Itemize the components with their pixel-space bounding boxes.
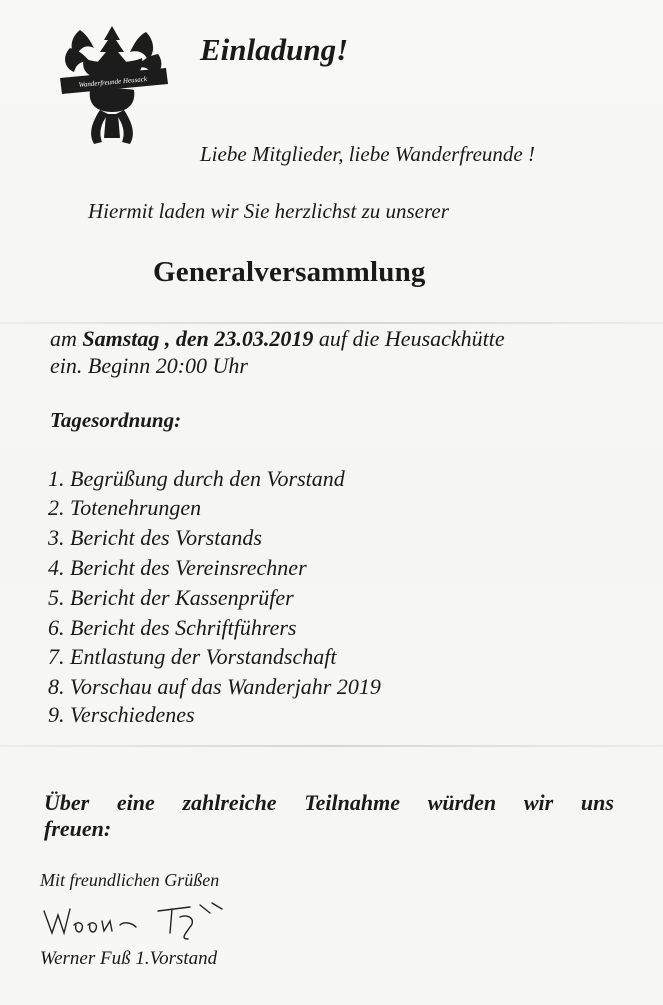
- closing-word: uns: [580, 790, 614, 815]
- agenda-item: 1. Begrüßung durch den Vorstand: [48, 466, 345, 491]
- date-separator: , den: [164, 326, 209, 351]
- closing-word: würden: [427, 790, 497, 815]
- handwritten-signature: [40, 895, 250, 943]
- page-title: Einladung!: [200, 32, 349, 67]
- agenda-item: 4. Bericht des Vereinsrechner: [48, 555, 307, 580]
- agenda-heading: Tagesordnung:: [50, 408, 182, 432]
- agenda-item: 2. Totenehrungen: [48, 495, 202, 520]
- closing-line-2: freuen:: [44, 816, 112, 841]
- agenda-item: 7. Entlastung der Vorstandschaft: [48, 644, 337, 669]
- regards-text: Mit freundlichen Grüßen: [40, 870, 220, 890]
- event-day: Samstag: [82, 326, 160, 351]
- agenda-item: 8. Vorschau auf das Wanderjahr 2019: [48, 674, 381, 699]
- date-prefix: am: [50, 326, 77, 351]
- event-date: 23.03.2019: [214, 326, 314, 351]
- closing-word: Über: [44, 790, 90, 815]
- club-emblem-logo: [50, 18, 175, 150]
- event-name: Generalversammlung: [153, 256, 426, 288]
- agenda-item: 9. Verschiedenes: [48, 702, 195, 727]
- closing-word: zahlreiche: [182, 790, 277, 815]
- closing-line-1: [44, 790, 614, 816]
- event-date-line: [50, 326, 505, 352]
- closing-word: wir: [523, 790, 554, 815]
- event-start-time: ein. Beginn 20:00 Uhr: [50, 353, 248, 378]
- agenda-item: 3. Bericht des Vorstands: [48, 525, 262, 550]
- salutation: Liebe Mitglieder, liebe Wanderfreunde !: [200, 142, 535, 166]
- intro-text: Hiermit laden wir Sie herzlichst zu unserer: [88, 199, 449, 223]
- closing-word: eine: [116, 790, 155, 815]
- fold-line-bottom: [0, 745, 663, 747]
- agenda-item: 5. Bericht der Kassenprüfer: [48, 585, 294, 610]
- event-location: auf die Heusackhütte: [318, 326, 505, 351]
- agenda-item: 6. Bericht des Schriftführers: [48, 615, 297, 640]
- logo-banner-text: Wanderfreunde Heusack: [78, 75, 148, 89]
- closing-word: Teilnahme: [304, 790, 401, 815]
- fold-line-top: [0, 322, 663, 324]
- signer-name: Werner Fuß 1.Vorstand: [40, 948, 218, 969]
